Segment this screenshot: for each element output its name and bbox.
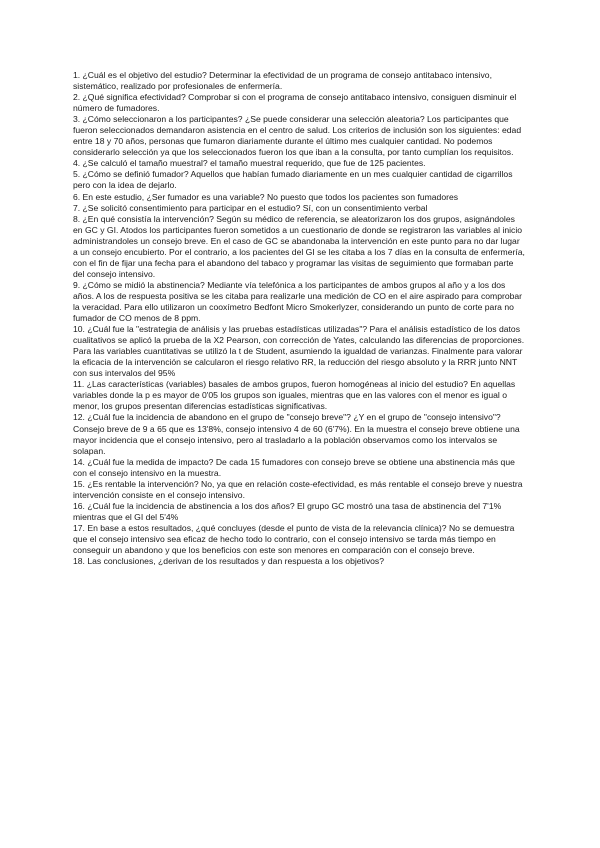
question-9: 9. ¿Cómo se midió la abstinencia? Mediante vía telefónica a los participantes de ambos grupos al año y a los dos años. A los de respuesta positiva se les citaba para realizarle una medición de CO en el aire aspirado para comprobar la veracidad. Para ello utilizaron un cooxímetro Bedfont Micro Smokerlyzer, considerando un punto de corte para no fumador de CO menos de 8 ppm. bbox=[73, 279, 523, 324]
question-3: 3. ¿Cómo seleccionaron a los participantes? ¿Se puede considerar una selección aleatoria? Los participantes que fueron seleccionados demandaron asistencia en el centro de salud. Los criterios de inclusión son los siguientes: edad entre 18 y 70 años, personas que fumaron diariamente durante el último mes cualquier cantidad. No podemos considerarlo selección ya que los seleccionados fueron los que iban a la consulta, por tanto cumplían los requisitos. bbox=[73, 114, 522, 158]
question-4: 4. ¿Se calculó el tamaño muestral? el tamaño muestral requerido, que fue de 125 pacientes. bbox=[73, 158, 426, 169]
question-11: 11. ¿Las características (variables) basales de ambos grupos, fueron homogéneas al inicio del estudio? En aquellas variables donde la p es mayor de 0'05 los grupos son iguales, mientras que en las valores con el menor es igual o menor, los grupos presentan diferencias estadísticas significativas. bbox=[73, 379, 516, 412]
question-12: 12. ¿Cuál fue la incidencia de abandono en el grupo de "consejo breve"? ¿Y en el grupo de "consejo intensivo"? Consejo breve de 9 a 65 que es 13'8%, consejo intensivo 4 de 60 (6'7%). En la muestra el consejo breve obtiene una mayor incidencia que el consejo intensivo, pero al trasladarlo a la población observamos como los intervalos se solapan. bbox=[73, 412, 520, 456]
document-page bbox=[73, 70, 525, 567]
question-8: 8. ¿En qué consistía la intervención? Según su médico de referencia, se aleatorizaron los dos grupos, asignándoles en GC y GI. Atodos los participantes fueron sometidos a un cuestionario de donde se registraron las variables al inicio administrandoles un consejo breve. En el caso de GC se abandonaba la intervención en este punto para no dar lugar a un consejo encubierto. Por el contrario, a los pacientes del GI se les citaba a los 7 días en la consulta de enfermería, con el fin de fijar una fecha para el abandono del tabaco y programar las visitas de seguimiento que formaban parte del consejo intensivo. bbox=[73, 213, 525, 279]
question-7: 7. ¿Se solicitó consentimiento para participar en el estudio? Sí, con un consentimiento verbal bbox=[73, 202, 428, 213]
question-16: 16. ¿Cuál fue la incidencia de abstinencia a los dos años? El grupo GC mostró una tasa de abstinencia del 7'1% mientras que el GI del 5'4% bbox=[73, 500, 502, 522]
question-5: 5. ¿Cómo se definió fumador? Aquellos que habían fumado diariamente en un mes cualquier cantidad de cigarrillos pero con la idea de dejarlo. bbox=[73, 169, 513, 191]
question-6: 6. En este estudio, ¿Ser fumador es una variable? No puesto que todos los pacientes son fumadores bbox=[73, 191, 459, 202]
question-17: 17. En base a estos resultados, ¿qué concluyes (desde el punto de vista de la relevancia clínica)? No se demuestra que el consejo intensivo sea eficaz de hecho todo lo contrario, con el consejo intensivo se tarda más tiempo en conseguir un abandono y que los beneficios con este son menores en comparación con el consejo breve. bbox=[73, 522, 515, 556]
question-10: 10. ¿Cuál fue la "estrategia de análisis y las pruebas estadísticas utilizadas"? Para el análisis estadístico de los datos cualitativos se aplicó la prueba de la X2 Pearson, con corrección de Yates, calculando las diferencias de proporciones. Para las variables cuantitativas se utilizó la t de Student, asumiendo la igualdad de varianzas. Finalmente para valorar la eficacia de la intervención se calcularon el riesgo relativo RR, la reducción del riesgo absoluto y la RRR junto NNT con sus intervalos del 95% bbox=[73, 324, 525, 379]
question-18: 18. Las conclusiones, ¿derivan de los resultados y dan respuesta a los objetivos? bbox=[73, 556, 384, 567]
question-14: 14. ¿Cuál fue la medida de impacto? De cada 15 fumadores con consejo breve se obtiene una abstinencia más que con el consejo intensivo en la muestra. bbox=[73, 456, 515, 478]
question-15: 15. ¿Es rentable la intervención? No, ya que en relación coste-efectividad, es más rentable el consejo breve y nuestra intervención consiste en el consejo intensivo. bbox=[73, 478, 523, 500]
question-2: 2. ¿Qué significa efectividad? Comprobar si con el programa de consejo antitabaco intensivo, consiguen disminuir el número de fumadores. bbox=[73, 92, 517, 114]
question-1: 1. ¿Cuál es el objetivo del estudio? Determinar la efectividad de un programa de consejo antitabaco intensivo, sistemático, realizado por profesionales de enfermería. bbox=[73, 70, 492, 92]
